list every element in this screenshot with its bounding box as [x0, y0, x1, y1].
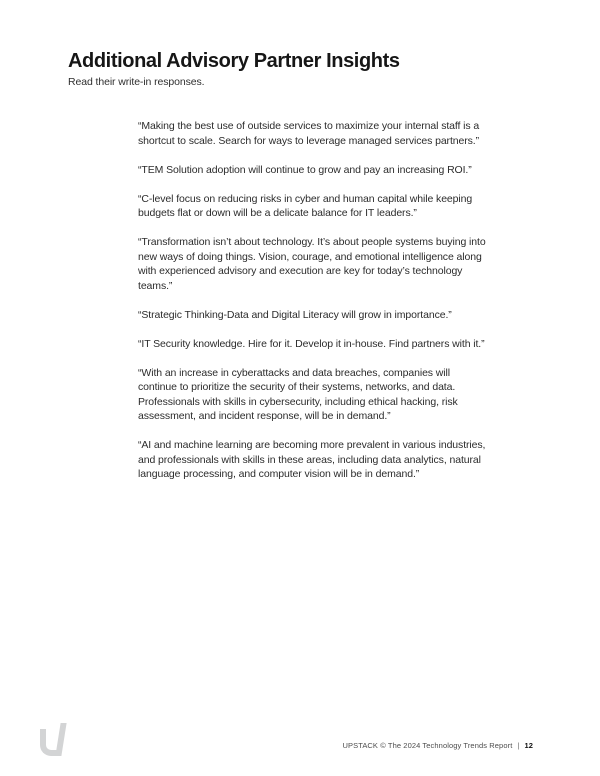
footer-page-number: 12	[524, 741, 533, 750]
page-title: Additional Advisory Partner Insights	[68, 50, 400, 72]
logo-right-stroke	[55, 723, 66, 756]
quote-paragraph-3: “C-level focus on reducing risks in cyber and human capital while keeping budgets flat or down will be a delicate balance for IT leaders.”	[138, 192, 473, 219]
quote-paragraph-5: “Strategic Thinking-Data and Digital Literacy will grow in importance.”	[138, 308, 452, 321]
write-in-responses-section	[138, 119, 488, 496]
footer-report-title: UPSTACK © The 2024 Technology Trends Report	[342, 741, 513, 750]
upstack-logo-icon	[40, 723, 65, 757]
quote-paragraph-8: “AI and machine learning are becoming more prevalent in various industries, and professionals with skills in these areas, including data analytics, natural language processing, and computer vision will be in demand.”	[138, 439, 486, 480]
page-subtitle: Read their write-in responses.	[68, 76, 205, 88]
footer-separator: |	[517, 741, 520, 750]
quote-paragraph-1: “Making the best use of outside services to maximize your internal staff is a shortcut to scale. Search for ways to leverage managed services partners.”	[138, 120, 480, 147]
quote-paragraph-2: “TEM Solution adoption will continue to grow and pay an increasing ROI.”	[138, 163, 472, 176]
page-header	[68, 50, 400, 88]
quote-paragraph-6: “IT Security knowledge. Hire for it. Develop it in-house. Find partners with it.”	[138, 337, 485, 350]
quote-paragraph-4: “Transformation isn’t about technology. It’s about people systems buying into new ways of doing things. Vision, courage, and emotional intelligence along with experienced advisory and execution are key for today’s technology teams.”	[138, 236, 486, 292]
quote-paragraph-7: “With an increase in cyberattacks and data breaches, companies will continue to prioritize the security of their systems, networks, and data. Professionals with skills in cybersecurity, including ethical hacking, risk assessment, and incident response, will be in demand.”	[138, 366, 458, 422]
footer-credit-line	[342, 741, 533, 750]
